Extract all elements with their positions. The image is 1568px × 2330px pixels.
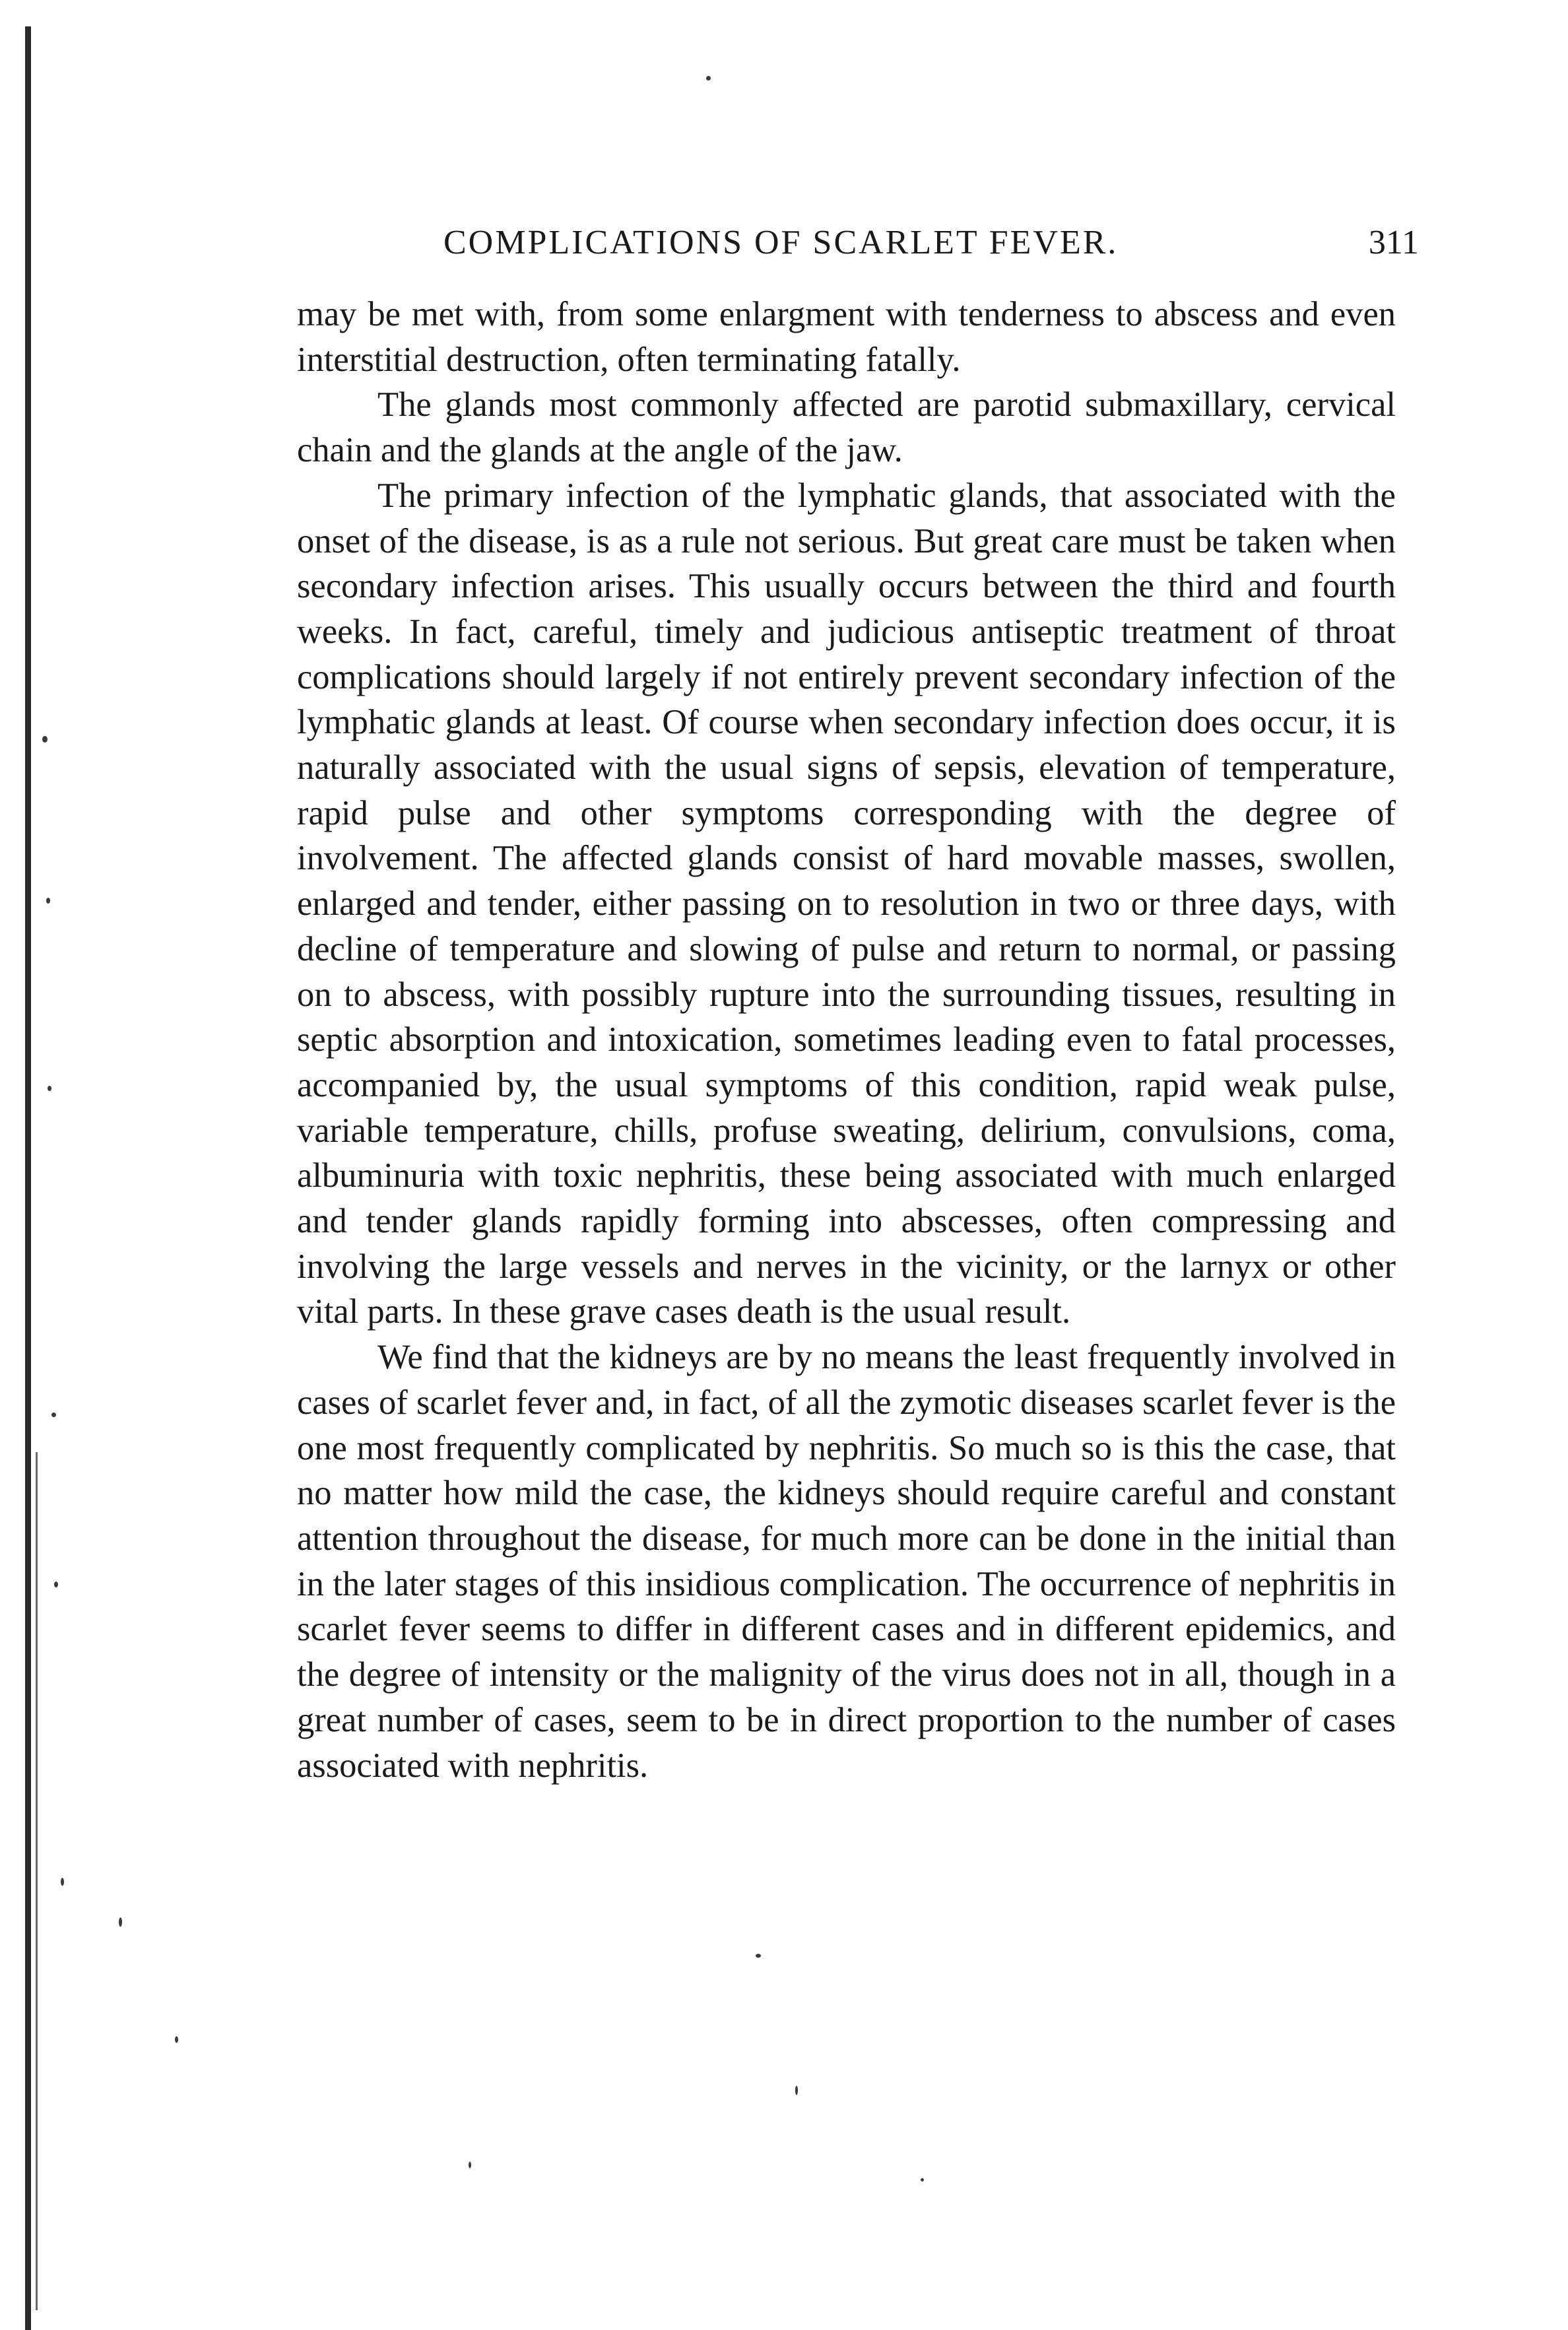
- scan-speck: [756, 1954, 761, 1958]
- scan-speck: [795, 2086, 798, 2095]
- scan-speck: [46, 898, 50, 904]
- body-text: [297, 292, 1396, 1788]
- paragraph-4: We find that the kidneys are by no means the least frequently involved in cases of scarlet fever and, in fact, of all the zymotic diseases scarlet fever is the one most frequently complicated by nephritis. So much so is this the case, that no matter how mild the case, the kidneys should require careful and constant attention throughout the disease, for much more can be done in the initial than in the later stages of this insidious complication. The occurrence of nephritis in scarlet fever seems to differ in different cases and in different epidemics, and the degree of intensity or the malignity of the virus does not in all, though in a great number of cases, seem to be in direct proportion to the number of cases associated with nephritis.: [297, 1338, 1396, 1785]
- scan-speck: [51, 1413, 56, 1417]
- scan-speck: [469, 2162, 471, 2168]
- scan-speck: [54, 1581, 58, 1587]
- scan-speck: [175, 2036, 178, 2043]
- page-binding-shadow: [36, 1452, 38, 2310]
- paragraph-2: The glands most commonly affected are parotid submaxillary, cervical chain and the glands at the angle of the jaw.: [297, 385, 1396, 470]
- page-number: 311: [1368, 224, 1419, 261]
- scan-speck: [921, 2178, 924, 2181]
- page-binding-edge: [25, 26, 31, 2330]
- paragraph-1: may be met with, from some enlargment with tenderness to abscess and even interstitial destruction, often terminating fatally.: [297, 295, 1396, 379]
- scan-speck: [706, 76, 711, 81]
- paragraph-3: The primary infection of the lymphatic glands, that associated with the onset of the disease, is as a rule not serious. But great care must be taken when secondary infection arises. This usually occurs between the third and fourth weeks. In fact, careful, timely and judicious antiseptic treatment of throat complications should largely if not entirely prevent secondary infection of the lymphatic glands at least. Of course when secondary infection does occur, it is naturally associated with the usual signs of sepsis, elevation of temperature, rapid pulse and other symptoms corresponding with the degree of involvement. The affected glands consist of hard movable masses, swollen, enlarged and tender, either passing on to resolution in two or three days, with decline of temperature and slowing of pulse and return to normal, or passing on to abscess, with possibly rupture into the surrounding tissues, resulting in septic absorption and intoxication, sometimes leading even to fatal processes, accompanied by, the usual symptoms of this condition, rapid weak pulse, variable temperature, chills, profuse sweating, delirium, convulsions, coma, albuminuria with toxic nephritis, these being associated with much enlarged and tender glands rapidly forming into abscesses, often compressing and involving the large vessels and nerves in the vicinity, or the larnyx or other vital parts. In these grave cases death is the usual result.: [297, 476, 1396, 1331]
- scan-speck: [42, 736, 48, 743]
- scan-speck: [48, 1086, 51, 1091]
- running-head: [297, 216, 1419, 269]
- running-title: COMPLICATIONS OF SCARLET FEVER.: [443, 224, 1119, 261]
- scan-speck: [61, 1878, 64, 1886]
- scan-speck: [119, 1917, 122, 1927]
